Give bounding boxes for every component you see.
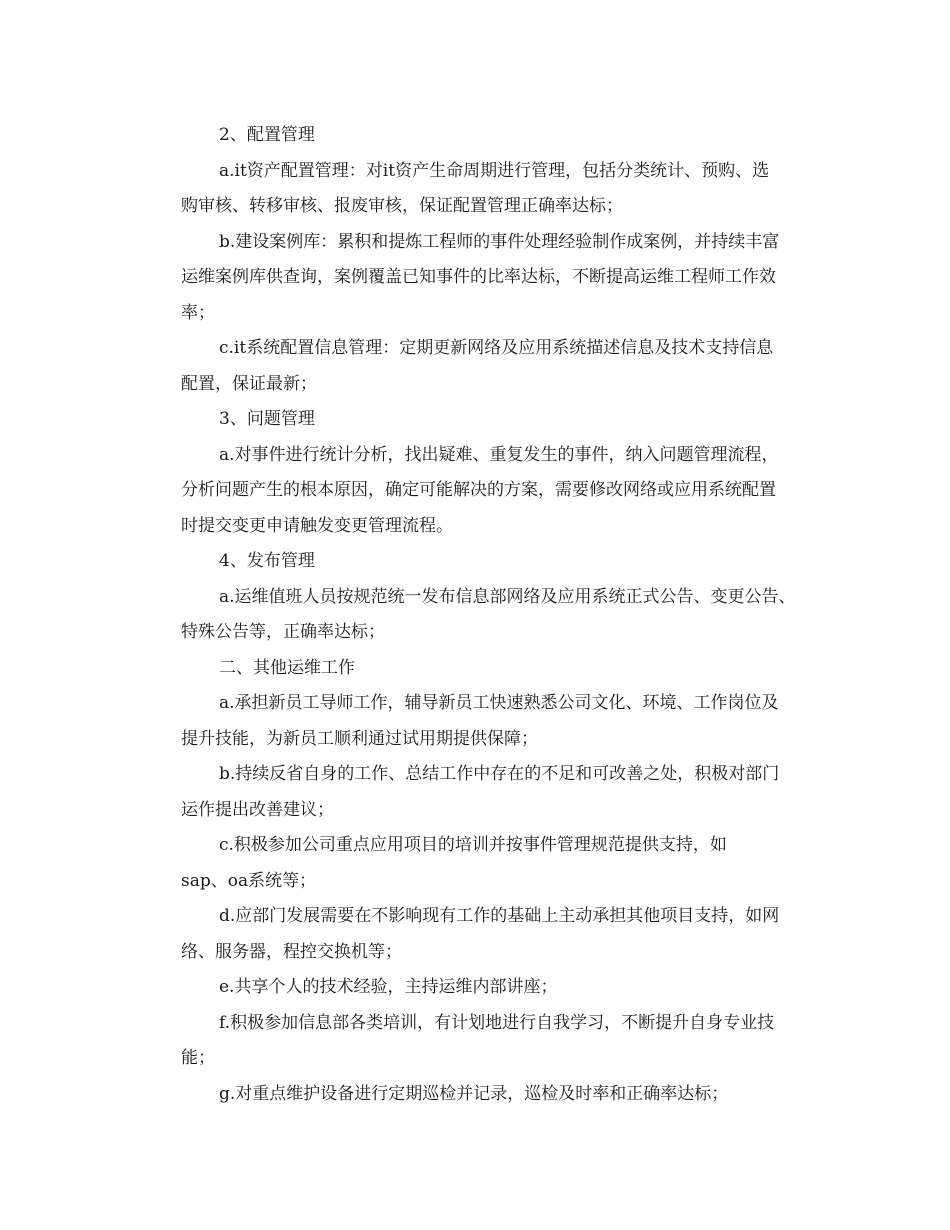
paragraph-p6	[143, 438, 811, 545]
paragraph-line: 运维案例库供查询，案例覆盖已知事件的比率达标，不断提高运维工程师工作效	[181, 267, 776, 287]
paragraph-p13	[143, 899, 811, 970]
paragraph-p15	[143, 1006, 811, 1077]
paragraph-line: b.持续反省自身的工作、总结工作中存在的不足和可改善之处，积极对部门	[219, 764, 780, 784]
paragraph-p2	[143, 154, 811, 225]
paragraph-line: d.应部门发展需要在不影响现有工作的基础上主动承担其他项目支持，如网	[219, 906, 780, 926]
paragraph-line: f.积极参加信息部各类培训，有计划地进行自我学习，不断提升自身专业技	[219, 1012, 775, 1033]
paragraph-line: g.对重点维护设备进行定期巡检并记录，巡检及时率和正确率达标；	[219, 1083, 729, 1104]
paragraph-p7	[143, 544, 811, 580]
paragraph-line: 运作提出改善建议；	[181, 799, 334, 820]
paragraph-line: a.运维值班人员按规范统一发布信息部网络及应用系统正式公告、变更公告、	[219, 586, 796, 607]
paragraph-line: 率；	[181, 302, 215, 323]
paragraph-line: a.it资产配置管理：对it资产生命周期进行管理，包括分类统计、预购、选	[219, 160, 770, 181]
paragraph-p3	[143, 225, 811, 332]
paragraph-line: 配置，保证最新；	[181, 373, 317, 394]
paragraph-line: 3、问题管理	[219, 409, 315, 429]
paragraph-line: 4、发布管理	[219, 551, 315, 571]
paragraph-p9	[143, 651, 811, 687]
paragraph-p5	[143, 402, 811, 438]
paragraph-line: 提升技能，为新员工顺利通过试用期提供保障；	[181, 728, 538, 749]
paragraph-line: 二、其他运维工作	[219, 657, 355, 678]
paragraph-line: b.建设案例库：累积和提炼工程师的事件处理经验制作成案例，并持续丰富	[219, 231, 780, 252]
paragraph-line: 2、配置管理	[219, 125, 315, 145]
paragraph-line: c.it系统配置信息管理：定期更新网络及应用系统描述信息及技术支持信息	[219, 338, 774, 358]
paragraph-p10	[143, 686, 811, 757]
paragraph-line: e.共享个人的技术经验，主持运维内部讲座；	[219, 977, 558, 997]
paragraph-line: 分析问题产生的根本原因，确定可能解决的方案，需要修改网络或应用系统配置	[181, 480, 776, 500]
paragraph-line: c.积极参加公司重点应用项目的培训并按事件管理规范提供支持，如	[219, 835, 727, 855]
document-body	[143, 118, 811, 1112]
paragraph-line: a.对事件进行统计分析，找出疑难、重复发生的事件，纳入问题管理流程，	[219, 444, 779, 465]
paragraph-line: 时提交变更申请触发变更管理流程。	[181, 515, 453, 536]
paragraph-line: sap、oa系统等；	[181, 870, 317, 891]
paragraph-p1	[143, 118, 811, 154]
paragraph-p14	[143, 970, 811, 1006]
paragraph-p16	[143, 1077, 811, 1113]
paragraph-line: 络、服务器，程控交换机等；	[181, 941, 402, 962]
paragraph-line: 特殊公告等，正确率达标；	[181, 622, 385, 642]
paragraph-line: 购审核、转移审核、报废审核，保证配置管理正确率达标；	[181, 196, 623, 216]
paragraph-p8	[143, 580, 811, 651]
paragraph-p11	[143, 757, 811, 828]
paragraph-p4	[143, 331, 811, 402]
paragraph-line: a.承担新员工导师工作，辅导新员工快速熟悉公司文化、环境、工作岗位及	[219, 693, 779, 713]
paragraph-line: 能；	[181, 1048, 215, 1068]
paragraph-p12	[143, 828, 811, 899]
